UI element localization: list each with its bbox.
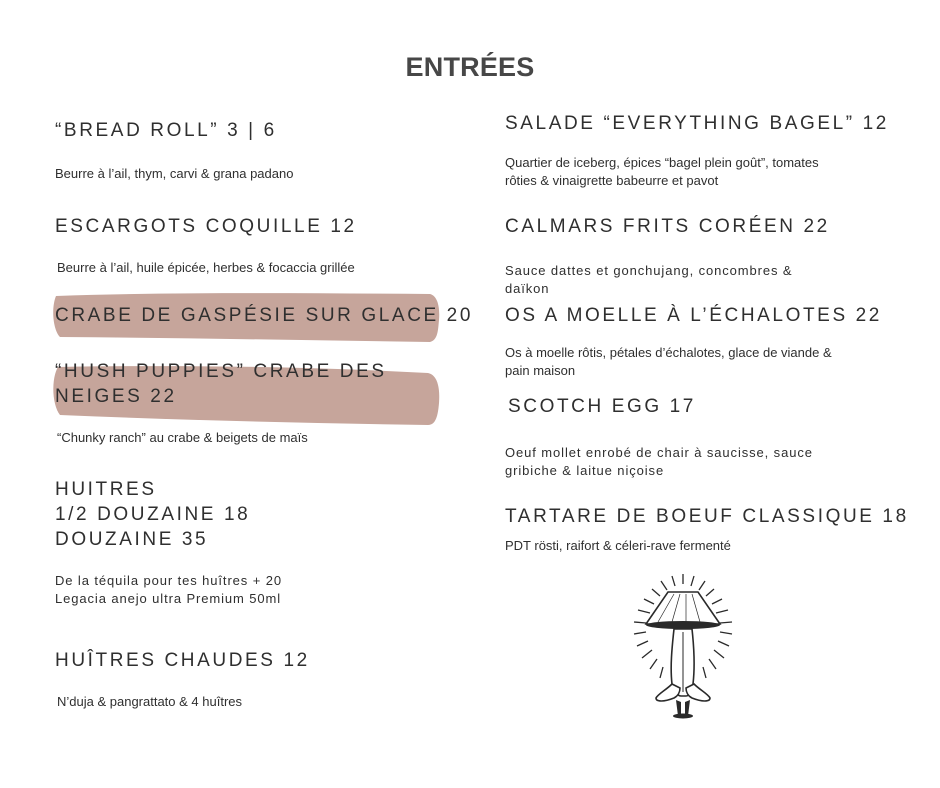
item-title-hush-puppies bbox=[55, 359, 455, 409]
item-desc-scotch-egg bbox=[505, 444, 813, 480]
item-desc-line: Sauce dattes et gonchujang, concombres & bbox=[505, 263, 793, 278]
item-desc-line: pain maison bbox=[505, 363, 576, 378]
item-desc-line: gribiche & laitue niçoise bbox=[505, 463, 665, 478]
item-title-line: NEIGES 22 bbox=[55, 386, 177, 407]
item-title-tartare: TARTARE DE BOEUF CLASSIQUE 18 bbox=[505, 506, 909, 527]
item-desc-line: Os à moelle rôtis, pétales d’échalotes, glace de viande & bbox=[505, 345, 832, 360]
item-desc-line: De la téquila pour tes huîtres + 20 bbox=[55, 573, 282, 588]
item-desc-line: daïkon bbox=[505, 281, 550, 296]
item-desc-line: Legacia anejo ultra Premium 50ml bbox=[55, 591, 282, 606]
item-desc-salade-bagel bbox=[505, 154, 819, 190]
item-desc-calmars bbox=[505, 262, 793, 298]
item-title-os-moelle: OS A MOELLE À L’ÉCHALOTES 22 bbox=[505, 305, 882, 326]
item-desc-line: Quartier de iceberg, épices “bagel plein goût”, tomates bbox=[505, 155, 819, 170]
item-desc-escargots: Beurre à l’ail, huile épicée, herbes & focaccia grillée bbox=[57, 260, 355, 275]
item-title-huitres-chaudes: HUÎTRES CHAUDES 12 bbox=[55, 650, 310, 671]
item-title-huitres bbox=[55, 477, 455, 552]
item-title-line: DOUZAINE 35 bbox=[55, 529, 209, 550]
item-desc-line: rôties & vinaigrette babeurre et pavot bbox=[505, 173, 719, 188]
lamp-leg-icon bbox=[628, 572, 738, 720]
item-desc-os-moelle bbox=[505, 344, 832, 380]
item-desc-line: Oeuf mollet enrobé de chair à saucisse, sauce bbox=[505, 445, 813, 460]
item-title-line: “HUSH PUPPIES” CRABE DES bbox=[55, 361, 387, 382]
page-title: ENTRÉES bbox=[405, 52, 535, 82]
item-title-line: 1/2 DOUZAINE 18 bbox=[55, 504, 251, 525]
item-desc-bread-roll: Beurre à l’ail, thym, carvi & grana padano bbox=[55, 166, 294, 181]
item-title-calmars: CALMARS FRITS CORÉEN 22 bbox=[505, 216, 830, 237]
item-title-escargots: ESCARGOTS COQUILLE 12 bbox=[55, 216, 357, 237]
item-title-bread-roll: “BREAD ROLL” 3 | 6 bbox=[55, 120, 277, 141]
item-desc-huitres-chaudes: N’duja & pangrattato & 4 huîtres bbox=[57, 694, 243, 709]
item-title-salade-bagel: SALADE “EVERYTHING BAGEL” 12 bbox=[505, 113, 889, 134]
item-title-crabe-gaspesie: CRABE DE GASPÉSIE SUR GLACE 20 bbox=[55, 305, 474, 326]
item-desc-huitres bbox=[55, 572, 282, 608]
item-desc-hush-puppies: “Chunky ranch” au crabe & beigets de maïs bbox=[57, 430, 308, 445]
item-title-scotch-egg: SCOTCH EGG 17 bbox=[508, 396, 696, 417]
item-desc-tartare: PDT rösti, raifort & céleri-rave fermenté bbox=[505, 538, 731, 553]
item-title-line: HUITRES bbox=[55, 479, 157, 500]
